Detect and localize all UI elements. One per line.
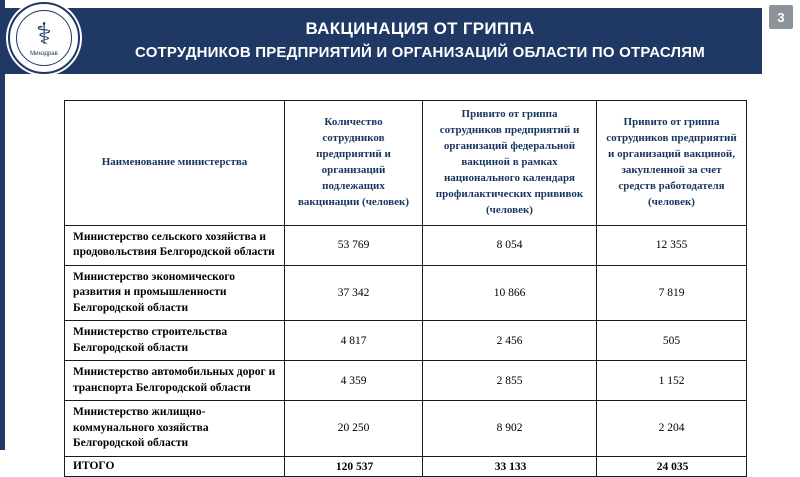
federal-vaccinated: 2 456: [423, 321, 597, 361]
minzdrav-logo: [8, 2, 80, 74]
logo-inner-ring: [16, 10, 72, 66]
table-row: [65, 361, 747, 401]
slide-title-line1: ВАКЦИНАЦИЯ ОТ ГРИППА: [305, 19, 535, 38]
table-row: [65, 225, 747, 265]
table-total-row: [65, 456, 747, 477]
table-row: [65, 321, 747, 361]
employer-vaccinated: 2 204: [597, 401, 747, 457]
employer-vaccinated: 505: [597, 321, 747, 361]
total-employer-vaccinated: 24 035: [597, 456, 747, 477]
header-employee-count: Количество сотрудников предприятий и организаций подлежащих вакцинации (человек): [285, 101, 423, 226]
header-federal-vaccine: Привито от гриппа сотрудников предприятий и организаций федеральной вакциной в рамках национального календаря профилактических прививок (человек): [423, 101, 597, 226]
employer-vaccinated: 7 819: [597, 265, 747, 321]
employee-count: 4 359: [285, 361, 423, 401]
table-row: [65, 401, 747, 457]
header-ministry-name: Наименование министерства: [65, 101, 285, 226]
table-row: [65, 265, 747, 321]
total-federal-vaccinated: 33 133: [423, 456, 597, 477]
employee-count: 20 250: [285, 401, 423, 457]
employer-vaccinated: 12 355: [597, 225, 747, 265]
federal-vaccinated: 8 902: [423, 401, 597, 457]
page-number-badge: 3: [769, 5, 793, 29]
slide-title-bar: [0, 8, 762, 74]
medical-staff-icon: ⚕: [35, 17, 53, 51]
total-employee-count: 120 537: [285, 456, 423, 477]
federal-vaccinated: 2 855: [423, 361, 597, 401]
ministry-name: Министерство экономического развития и промышленности Белгородской области: [65, 265, 285, 321]
logo-caption: Минздрав: [30, 50, 58, 57]
total-label: ИТОГО: [65, 456, 285, 477]
ministry-name: Министерство жилищно-коммунального хозяйства Белгородской области: [65, 401, 285, 457]
vaccination-table: [64, 100, 747, 477]
slide-title-line2: СОТРУДНИКОВ ПРЕДПРИЯТИЙ И ОРГАНИЗАЦИЙ ОБЛАСТИ ПО ОТРАСЛЯМ: [135, 43, 705, 61]
employee-count: 53 769: [285, 225, 423, 265]
header-employer-vaccine: Привито от гриппа сотрудников предприятий и организаций вакциной, закупленной за счет средств работодателя (человек): [597, 101, 747, 226]
table-header-row: [65, 101, 747, 226]
ministry-name: Министерство автомобильных дорог и транспорта Белгородской области: [65, 361, 285, 401]
ministry-name: Министерство строительства Белгородской области: [65, 321, 285, 361]
employer-vaccinated: 1 152: [597, 361, 747, 401]
employee-count: 4 817: [285, 321, 423, 361]
ministry-name: Министерство сельского хозяйства и продовольствия Белгородской области: [65, 225, 285, 265]
employee-count: 37 342: [285, 265, 423, 321]
federal-vaccinated: 8 054: [423, 225, 597, 265]
federal-vaccinated: 10 866: [423, 265, 597, 321]
